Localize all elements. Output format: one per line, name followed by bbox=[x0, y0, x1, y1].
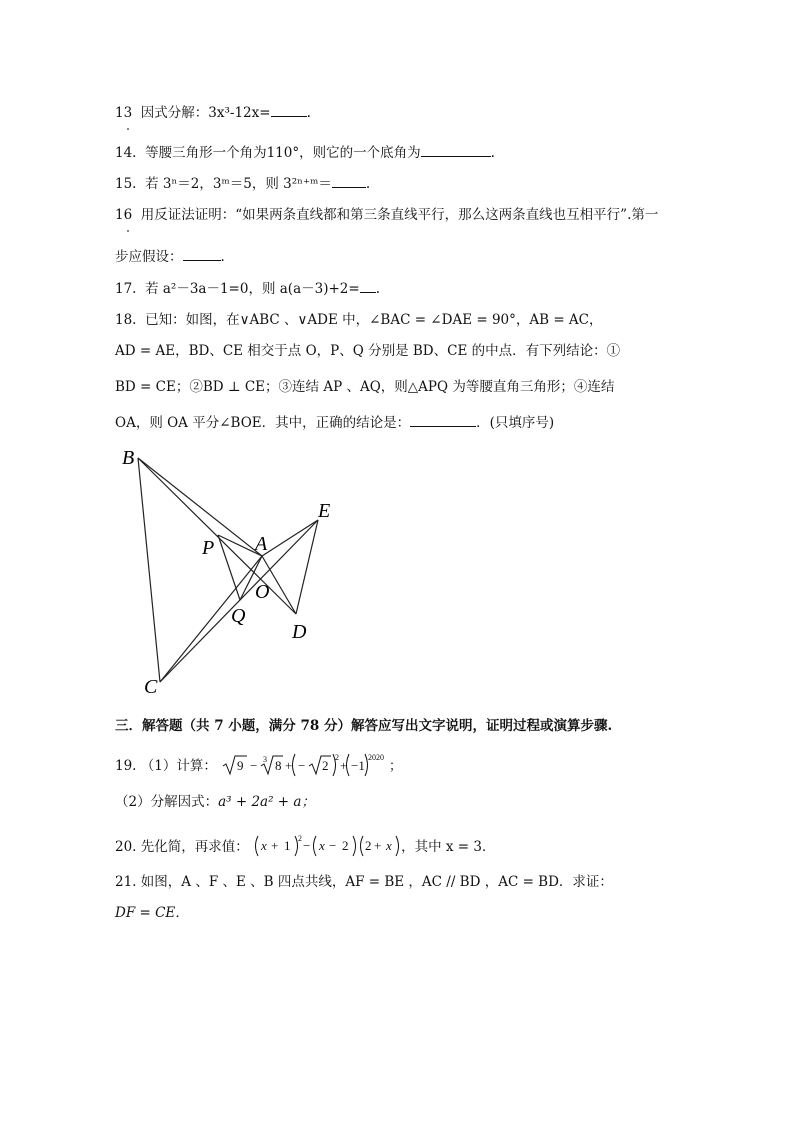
question-21 bbox=[115, 873, 613, 891]
question-part-1: （1）计算： bbox=[140, 758, 217, 774]
segment-CE bbox=[160, 520, 318, 682]
period: . bbox=[220, 249, 225, 265]
question-20 bbox=[115, 834, 495, 858]
svg-text:；: ； bbox=[389, 758, 403, 773]
segment-CA bbox=[160, 556, 262, 682]
question-text: 若 3ⁿ＝2，3ᵐ＝5，则 3²ⁿ⁺ᵐ＝ bbox=[145, 176, 332, 192]
question-text: 因式分解：3x³-12x= bbox=[140, 105, 271, 121]
question-text: 如图，A 、F 、E 、B 四点共线，AF = BE ，AC // BD ，AC = BD．求证： bbox=[140, 874, 613, 890]
svg-text:−: − bbox=[298, 758, 306, 773]
svg-text:2: 2 bbox=[298, 834, 303, 843]
question-number: 13 bbox=[115, 105, 133, 121]
label-C: C bbox=[144, 676, 158, 698]
math-expression: a³ + 2a² + a； bbox=[218, 794, 315, 810]
svg-text:2: 2 bbox=[342, 838, 349, 853]
label-O: O bbox=[255, 581, 270, 603]
math-expression bbox=[221, 752, 401, 778]
svg-text:2: 2 bbox=[322, 758, 329, 773]
segment-BD bbox=[138, 458, 296, 614]
question-text: 用反证法证明：“如果两条直线都和第三条直线平行，那么这两条直线也互相平行”.第一 bbox=[140, 207, 659, 223]
label-A: A bbox=[255, 533, 268, 555]
svg-text:x: x bbox=[386, 838, 392, 853]
question-text: 先化简，再求值： bbox=[140, 839, 249, 855]
math-expression bbox=[253, 834, 401, 858]
svg-text:+: + bbox=[340, 758, 348, 773]
question-number: 21. bbox=[115, 874, 137, 890]
period: . bbox=[306, 105, 311, 121]
label-B: B bbox=[122, 447, 135, 469]
question-text: DF = CE． bbox=[115, 905, 189, 921]
svg-text:2: 2 bbox=[365, 838, 372, 853]
question-number: 18. bbox=[115, 312, 137, 328]
svg-text:x: x bbox=[261, 838, 267, 853]
question-number: 15. bbox=[115, 176, 137, 192]
svg-text:9: 9 bbox=[237, 758, 244, 773]
svg-text:1: 1 bbox=[284, 838, 291, 853]
period: . bbox=[365, 176, 371, 192]
svg-text:2020: 2020 bbox=[368, 753, 385, 762]
svg-text:+: + bbox=[374, 838, 382, 853]
question-number: 20. bbox=[115, 839, 137, 855]
question-text: AD = AE，BD、CE 相交于点 O，P、Q 分别是 BD、CE 的中点．有下列结论：① bbox=[115, 343, 621, 359]
svg-text:−: − bbox=[303, 838, 311, 853]
question-number: 16 bbox=[115, 207, 133, 223]
question-text: 等腰三角形一个角为110°，则它的一个底角为 bbox=[145, 145, 421, 161]
svg-text:−: − bbox=[329, 838, 337, 853]
question-text: 若 a²－3a－1=0，则 a(a－3)+2= bbox=[145, 281, 360, 297]
label-Q: Q bbox=[231, 605, 246, 627]
svg-text:2: 2 bbox=[335, 753, 340, 762]
question-19-part-2 bbox=[115, 793, 315, 811]
label-E: E bbox=[318, 500, 331, 522]
question-part-2: （2）分解因式： bbox=[115, 794, 219, 810]
period: . bbox=[490, 145, 495, 161]
question-text: OA，则 OA 平分∠BOE．其中，正确的结论是： bbox=[115, 415, 411, 431]
segment-AE bbox=[262, 520, 318, 556]
label-D: D bbox=[292, 621, 307, 643]
svg-text:−1: −1 bbox=[351, 758, 366, 773]
svg-text:x: x bbox=[319, 838, 325, 853]
segment-BC bbox=[138, 458, 160, 682]
question-text: BD = CE；②BD ⊥ CE；③连结 AP 、AQ，则△APQ 为等腰直角三角形；④连结 bbox=[115, 379, 615, 395]
question-text: ．(只填序号) bbox=[476, 415, 555, 431]
svg-text:+: + bbox=[285, 758, 293, 773]
question-text: 已知：如图，在∨ABC 、∨ADE 中，∠BAC = ∠DAE = 90°，AB = AC， bbox=[145, 312, 603, 328]
question-19 bbox=[115, 752, 401, 778]
question-text: 步应假设： bbox=[115, 249, 183, 265]
section-heading: 三．解答题（共 7 小题，满分 78 分）解答应写出文字说明，证明过程或演算步骤. bbox=[115, 718, 613, 734]
segment-PQ bbox=[218, 535, 240, 600]
question-number: 14. bbox=[115, 145, 137, 161]
svg-text:+: + bbox=[271, 838, 279, 853]
figure-lines bbox=[138, 458, 318, 682]
segment-BA bbox=[138, 458, 262, 556]
svg-text:3: 3 bbox=[263, 755, 268, 764]
question-tail: ，其中 x = 3． bbox=[401, 839, 496, 855]
svg-text:−: − bbox=[250, 758, 258, 773]
svg-text:8: 8 bbox=[275, 758, 282, 773]
question-number: 19. bbox=[115, 758, 137, 774]
segment-ED bbox=[296, 520, 318, 614]
question-21-line2 bbox=[115, 904, 189, 922]
period: . bbox=[375, 281, 380, 297]
label-P: P bbox=[202, 537, 215, 559]
question-number: 17. bbox=[115, 281, 137, 297]
